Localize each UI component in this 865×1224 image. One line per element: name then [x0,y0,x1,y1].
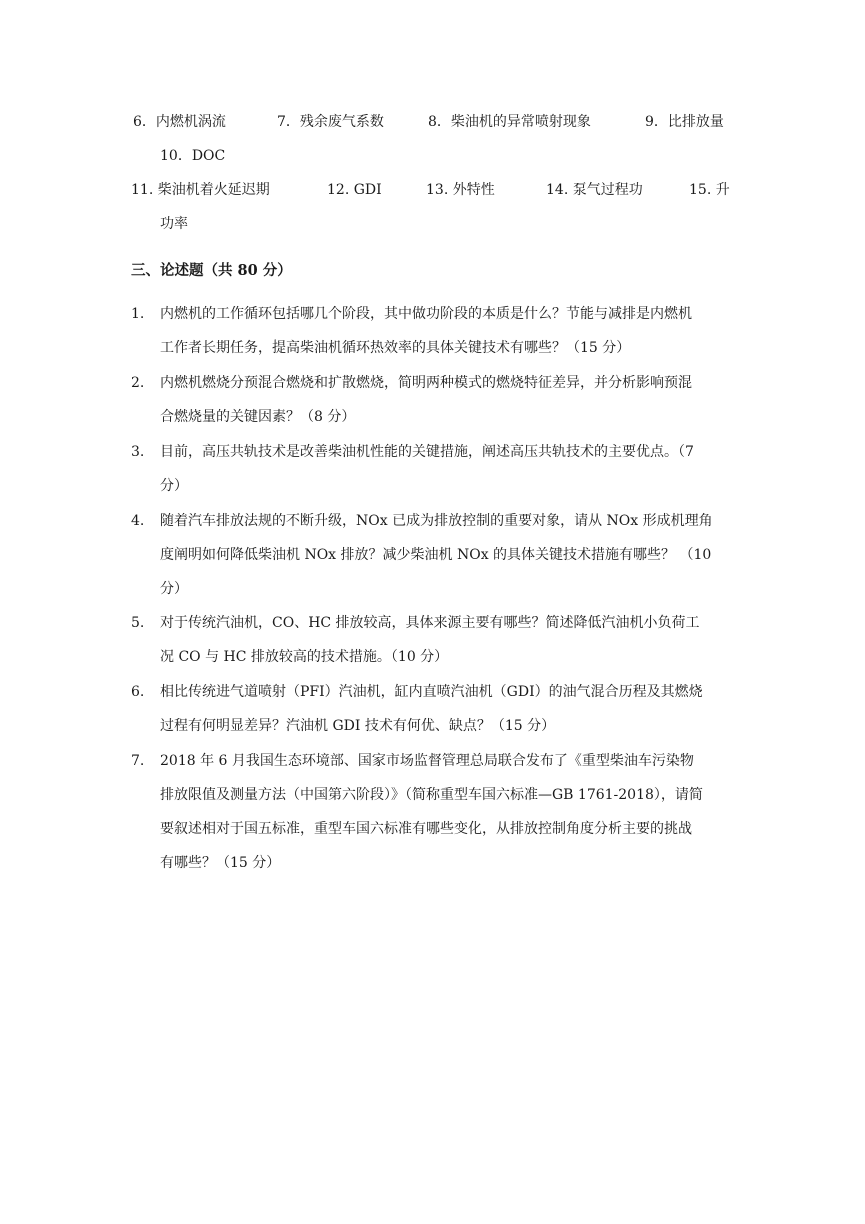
term-14: 14. 泵气过程功 [546,182,643,198]
term-15: 15. 升 [689,182,730,198]
question-3-number: 3. [131,444,145,460]
term-9: 9．比排放量 [645,114,724,130]
question-7-line-2: 排放限值及测量方法（中国第六阶段）》（简称重型车国六标准—GB 1761-2018），请简 [160,787,703,803]
question-6-line-2: 过程有何明显差异？汽油机 GDI 技术有何优、缺点？（15 分） [160,718,556,734]
question-7-line-3: 要叙述相对于国五标准，重型车国六标准有哪些变化，从排放控制角度分析主要的挑战 [160,821,692,837]
question-5-line-2: 况 CO 与 HC 排放较高的技术措施。（10 分） [160,649,449,665]
question-6-number: 6. [131,684,145,700]
term-10: 10．DOC [160,148,226,164]
question-5-number: 5. [131,615,145,631]
question-7-number: 7. [131,753,145,769]
question-4-line-1: 随着汽车排放法规的不断升级，NOx 已成为排放控制的重要对象，请从 NOx 形成机理角 [160,513,713,529]
question-3-line-2: 分） [160,478,188,494]
question-5-line-1: 对于传统汽油机，CO、HC 排放较高，具体来源主要有哪些？简述降低汽油机小负荷工 [160,615,700,631]
question-2-line-1: 内燃机燃烧分预混合燃烧和扩散燃烧，简明两种模式的燃烧特征差异，并分析影响预混 [160,375,692,391]
question-1-line-1: 内燃机的工作循环包括哪几个阶段，其中做功阶段的本质是什么？节能与减排是内燃机 [160,306,692,322]
question-1-line-2: 工作者长期任务，提高柴油机循环热效率的具体关键技术有哪些？（15 分） [160,340,631,356]
term-11: 11. 柴油机着火延迟期 [131,182,270,198]
question-4-line-3: 分） [160,581,188,597]
question-7-line-4: 有哪些？（15 分） [160,855,281,871]
question-3-line-1: 目前，高压共轨技术是改善柴油机性能的关键措施，阐述高压共轨技术的主要优点。（7 [160,444,694,460]
term-13: 13. 外特性 [426,182,495,198]
section-heading: 三、论述题（共 80 分） [131,262,292,279]
term-7: 7．残余废气系数 [277,114,384,130]
question-4-number: 4. [131,513,145,529]
term-12: 12. GDI [327,182,382,198]
term-15-continued: 功率 [160,216,188,232]
question-2-number: 2. [131,375,145,391]
question-4-line-2: 度阐明如何降低柴油机 NOx 排放？减少柴油机 NOx 的具体关键技术措施有哪些？ （10 [160,547,712,563]
question-7-line-1: 2018 年 6 月我国生态环境部、国家市场监督管理总局联合发布了《重型柴油车污染物 [160,753,694,769]
term-8: 8．柴油机的异常喷射现象 [428,114,591,130]
question-1-number: 1. [131,306,145,322]
question-2-line-2: 合燃烧量的关键因素？（8 分） [160,409,356,425]
term-6: 6．内燃机涡流 [133,114,226,130]
question-6-line-1: 相比传统进气道喷射（PFI）汽油机，缸内直喷汽油机（GDI）的油气混合历程及其燃烧 [160,684,703,700]
